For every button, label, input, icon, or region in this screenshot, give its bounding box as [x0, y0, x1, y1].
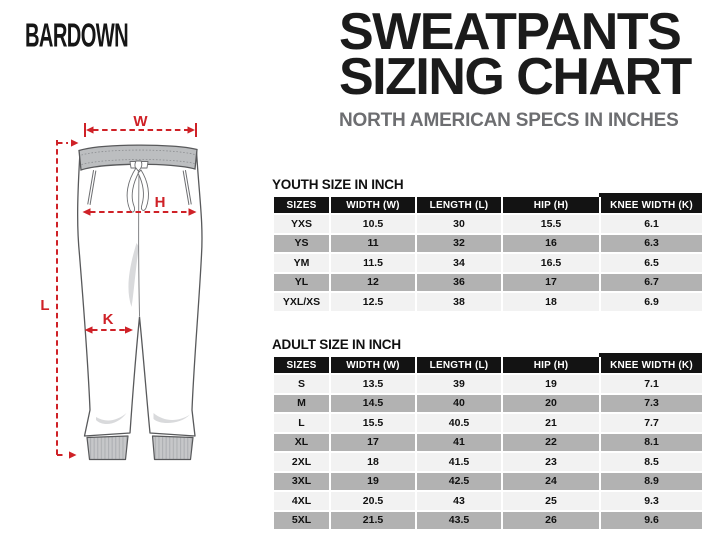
table-cell: L: [274, 414, 329, 432]
column-header: KNEE WIDTH (K): [601, 197, 702, 213]
brand-logo: BARDOWN: [25, 16, 129, 54]
column-header: HIP (H): [503, 197, 599, 213]
table-cell: 15.5: [503, 215, 599, 233]
table-cell: YXS: [274, 215, 329, 233]
table-cell: YM: [274, 254, 329, 272]
column-header: WIDTH (W): [331, 357, 415, 373]
table-cell: M: [274, 395, 329, 413]
table-row: [274, 434, 702, 452]
table-cell: YXL/XS: [274, 293, 329, 311]
measure-l-arrow: [40, 139, 78, 458]
table-cell: 9.3: [601, 492, 702, 510]
table-row: [274, 274, 702, 292]
table-cell: 17: [331, 434, 415, 452]
measure-l-label: L: [40, 297, 50, 314]
measure-w-arrow: [85, 113, 196, 137]
table-cell: 6.1: [601, 215, 702, 233]
table-cell: 11: [331, 235, 415, 253]
table-cell: 18: [331, 453, 415, 471]
table-cell: 38: [417, 293, 501, 311]
table-row: [274, 395, 702, 413]
table-cell: 19: [331, 473, 415, 491]
page-title-line2: SIZING CHART: [339, 48, 691, 107]
measure-h-label: H: [154, 194, 166, 211]
table-cell: 12.5: [331, 293, 415, 311]
table-cell: 16.5: [503, 254, 599, 272]
column-header: SIZES: [274, 197, 329, 213]
measure-w-label: W: [133, 113, 148, 130]
table-cell: YL: [274, 274, 329, 292]
page-title: [339, 3, 714, 107]
table-cell: 12: [331, 274, 415, 292]
table-cell: 41.5: [417, 453, 501, 471]
table-cell: 7.1: [601, 375, 702, 393]
sweatpants-diagram: [20, 95, 260, 475]
table-cell: 9.6: [601, 512, 702, 530]
table-cell: 2XL: [274, 453, 329, 471]
table-cell: 21.5: [331, 512, 415, 530]
table-cell: 15.5: [331, 414, 415, 432]
table-row: [274, 414, 702, 432]
pants-body-outline: [78, 151, 202, 436]
youth-size-table: [272, 195, 704, 313]
table-cell: 39: [417, 375, 501, 393]
right-cuff: [153, 436, 194, 460]
table-cell: XL: [274, 434, 329, 452]
table-cell: 40: [417, 395, 501, 413]
table-cell: 7.3: [601, 395, 702, 413]
table-cell: 24: [503, 473, 599, 491]
table-cell: 6.5: [601, 254, 702, 272]
column-header: LENGTH (L): [417, 357, 501, 373]
table-cell: 23: [503, 453, 599, 471]
table-cell: 32: [417, 235, 501, 253]
table-cell: 13.5: [331, 375, 415, 393]
table-cell: YS: [274, 235, 329, 253]
table-cell: 11.5: [331, 254, 415, 272]
table-row: [274, 254, 702, 272]
table-row: [274, 453, 702, 471]
table-row: [274, 375, 702, 393]
table-cell: S: [274, 375, 329, 393]
table-cell: 43.5: [417, 512, 501, 530]
table-cell: 42.5: [417, 473, 501, 491]
table-cell: 40.5: [417, 414, 501, 432]
table-cell: 8.1: [601, 434, 702, 452]
youth-size-section: [272, 177, 706, 313]
table-cell: 34: [417, 254, 501, 272]
table-cell: 30: [417, 215, 501, 233]
table-cell: 43: [417, 492, 501, 510]
table-cell: 7.7: [601, 414, 702, 432]
table-cell: 18: [503, 293, 599, 311]
page-title-line1: SWEATPANTS: [339, 3, 681, 61]
table-cell: 22: [503, 434, 599, 452]
column-header: LENGTH (L): [417, 197, 501, 213]
table-cell: 17: [503, 274, 599, 292]
table-cell: 5XL: [274, 512, 329, 530]
table-cell: 20.5: [331, 492, 415, 510]
page-subtitle: NORTH AMERICAN SPECS IN INCHES: [339, 110, 679, 132]
column-header: SIZES: [274, 357, 329, 373]
table-row: [274, 293, 702, 311]
table-row: [274, 473, 702, 491]
table-row: [274, 235, 702, 253]
table-row: [274, 512, 702, 530]
measure-k-label: K: [102, 311, 114, 328]
youth-section-title: YOUTH SIZE IN INCH: [272, 177, 404, 192]
table-cell: 21: [503, 414, 599, 432]
title-block: [339, 3, 714, 132]
table-cell: 6.3: [601, 235, 702, 253]
column-header: HIP (H): [503, 357, 599, 373]
left-cuff: [87, 436, 128, 460]
column-header: WIDTH (W): [331, 197, 415, 213]
table-cell: 10.5: [331, 215, 415, 233]
table-cell: 19: [503, 375, 599, 393]
table-cell: 14.5: [331, 395, 415, 413]
table-cell: 3XL: [274, 473, 329, 491]
table-cell: 36: [417, 274, 501, 292]
table-cell: 4XL: [274, 492, 329, 510]
table-cell: 26: [503, 512, 599, 530]
table-cell: 41: [417, 434, 501, 452]
table-row: [274, 215, 702, 233]
adult-size-section: [272, 337, 706, 531]
adult-size-table: [272, 355, 704, 531]
table-cell: 25: [503, 492, 599, 510]
table-cell: 6.7: [601, 274, 702, 292]
table-cell: 20: [503, 395, 599, 413]
table-cell: 16: [503, 235, 599, 253]
table-row: [274, 492, 702, 510]
column-header: KNEE WIDTH (K): [601, 357, 702, 373]
adult-section-title: ADULT SIZE IN INCH: [272, 337, 401, 352]
table-cell: 8.9: [601, 473, 702, 491]
table-cell: 8.5: [601, 453, 702, 471]
table-cell: 6.9: [601, 293, 702, 311]
